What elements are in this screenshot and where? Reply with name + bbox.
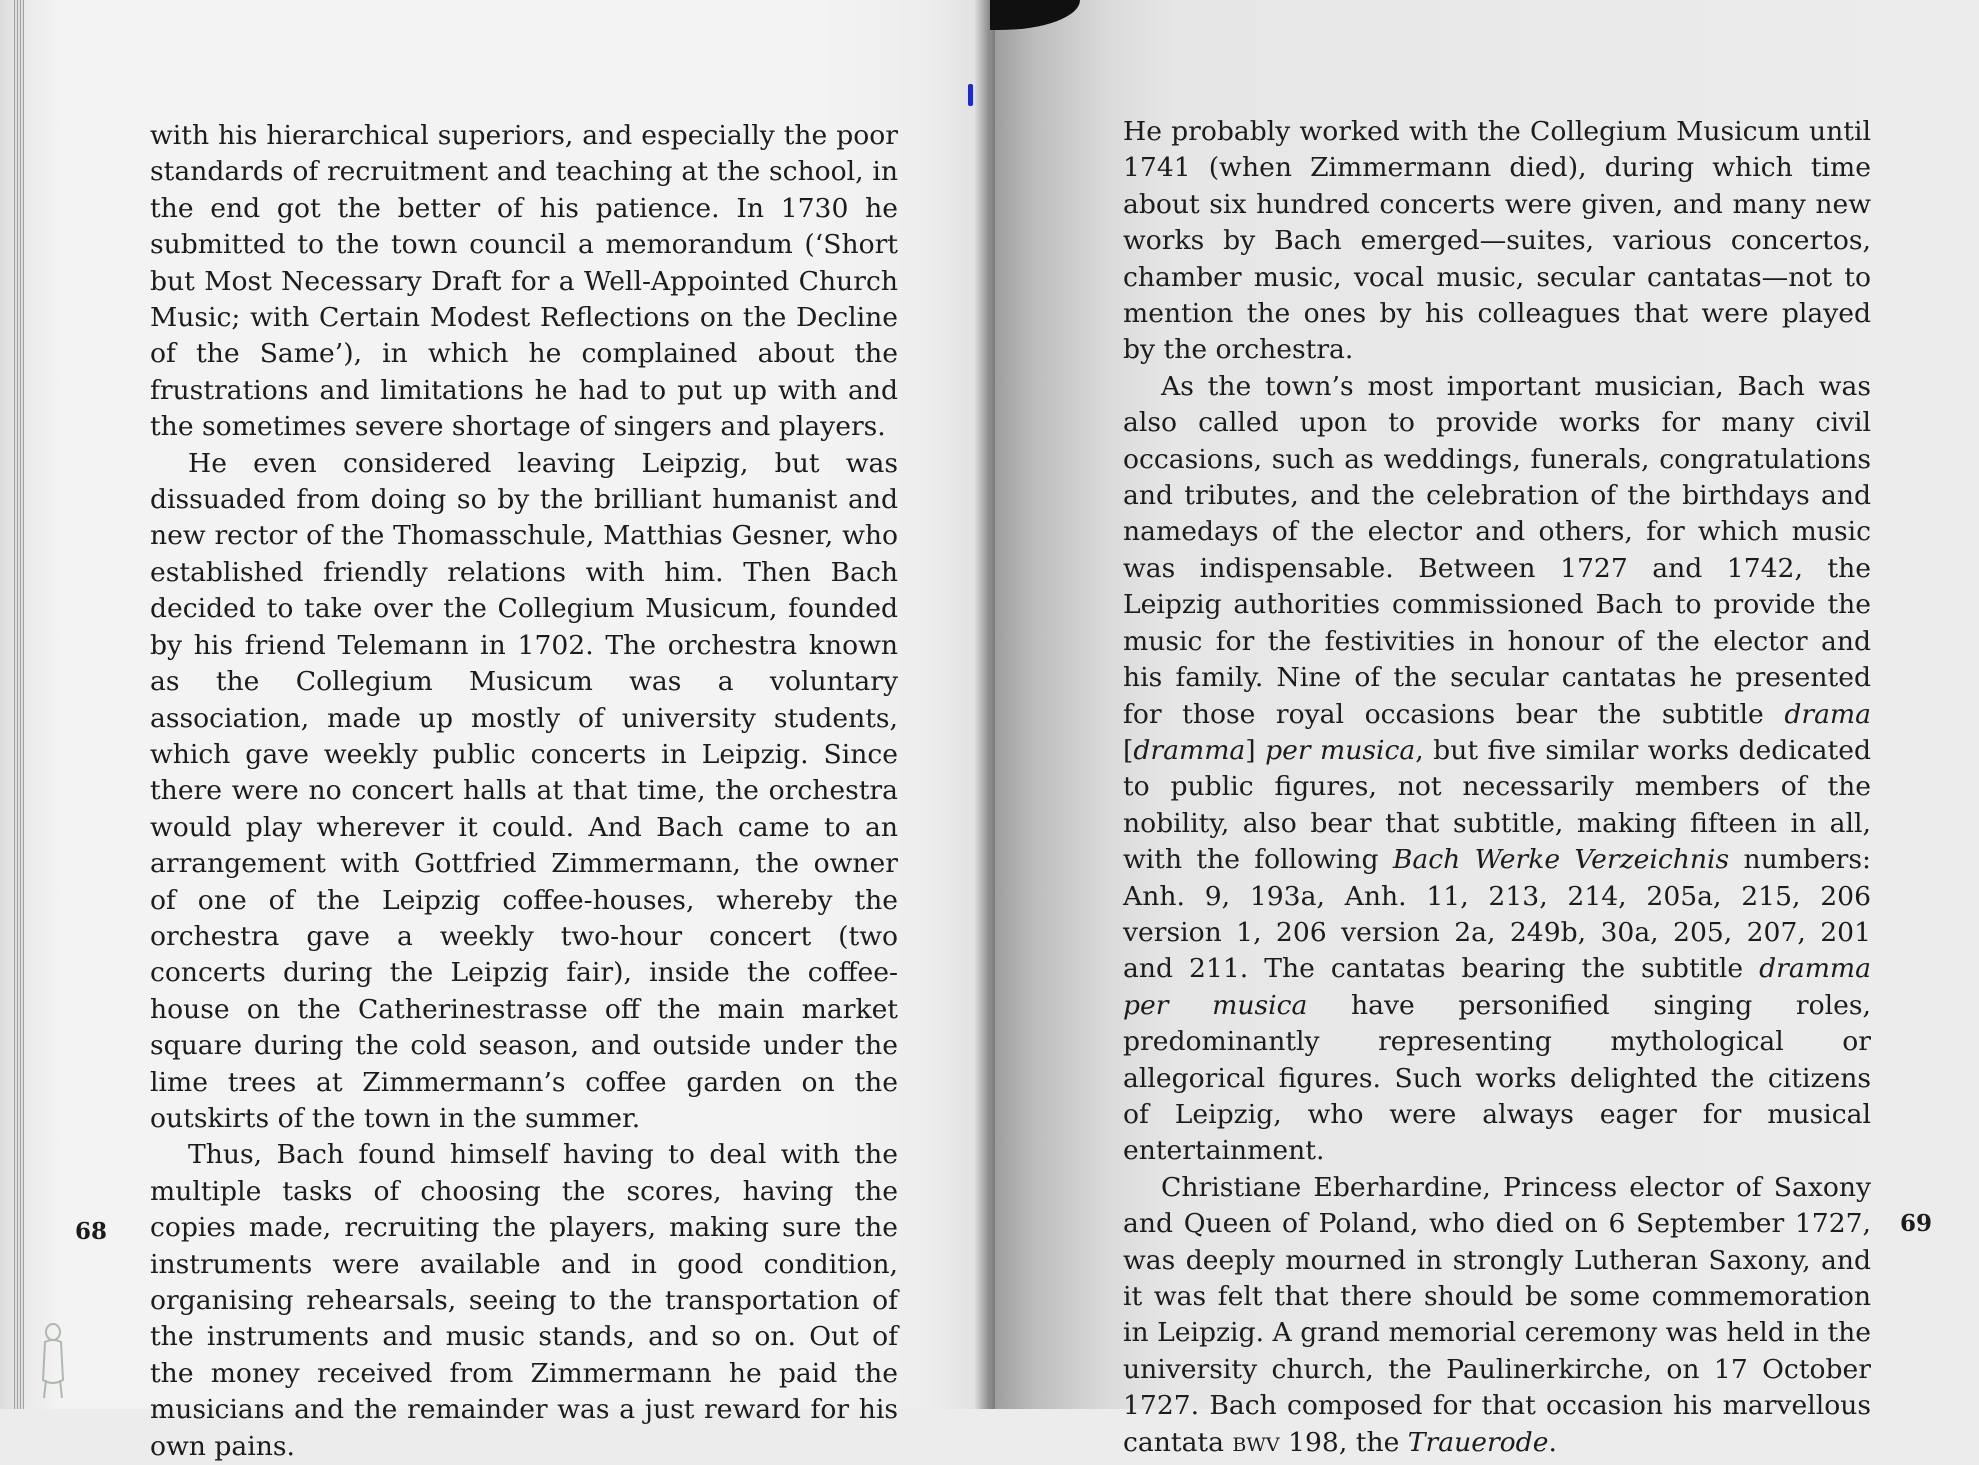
- left-page: [0, 0, 990, 1462]
- text-run: ]: [1245, 734, 1266, 766]
- page-number-right: 69: [1900, 1210, 1933, 1237]
- text-run: 198, the: [1279, 1426, 1408, 1458]
- text-run: Christiane Eberhardine, Princess elector of Saxony and Queen of Poland, who died on 6 September 1727, was deeply mourned in strongly Lutheran Saxony, and it was felt that there should be some commemoration in Leipzig. A grand memorial ceremony was held in the university church, the Paulinerkirche, on 17 October 1727. Bach composed for that occasion his marvellous cantata: [1123, 1171, 1871, 1458]
- text-run: have personified singing roles, predominantly representing mythological or allegorical figures. Such works delighted the citizens of Leipzig, who were always eager for musical entertainment.: [1123, 989, 1871, 1167]
- text-run: , but five similar works dedicated to public figures, not necessarily members of the nobility, also bear that subtitle, making fifteen in all, with the following: [1123, 734, 1871, 876]
- small-caps-run: bwv: [1232, 1426, 1280, 1458]
- italic-run: Bach Werke Verzeichnis: [1392, 844, 1730, 876]
- blue-ink-mark: [968, 84, 973, 106]
- italic-run: drama: [1784, 698, 1871, 730]
- italic-run: per musica: [1265, 734, 1416, 766]
- italic-run: Trauerode: [1407, 1426, 1549, 1458]
- text-run: As the town’s most important musician, Bach was also called upon to provide works for many civil occasions, such as weddings, funerals, congratulations and tributes, and the celebration of the birthdays and namedays of the elector and others, for which music was indispensable. Between 1727 and 1742, the Leipzig authorities commissioned Bach to provide the music for the festivities in honour of the elector and his family. Nine of the secular cantatas he presented for those royal occasions bear the subtitle: [1123, 370, 1871, 730]
- paragraph: [1123, 369, 1871, 1170]
- page-curl-shadow: [990, 0, 1080, 30]
- page-number-left: 68: [75, 1218, 108, 1245]
- right-page-text: [1123, 114, 1871, 1461]
- text-run: numbers: Anh. 9, 193a, Anh. 11, 213, 214, 205a, 215, 206 version 1, 206 version 2a, 249b, 30a, 205, 207, 201 and 211. The cantatas bearing the subtitle: [1123, 844, 1871, 985]
- italic-run: dramma per musica: [1123, 953, 1871, 1021]
- paragraph: He probably worked with the Collegium Musicum until 1741 (when Zimmermann died), during which time about six hundred concerts were given, and many new works by Bach emerged—suites, various concertos, chamber music, vocal music, secular cantatas—not to mention the ones by his colleagues that were played by the orchestra.: [1123, 116, 1871, 366]
- paragraph: [1123, 1170, 1871, 1461]
- paragraph: Thus, Bach found himself having to deal with the multiple tasks of choosing the scores, having the copies made, recruiting the players, making sure the instruments were available and in good condition, organising rehearsals, seeing to the transportation of the instruments and music stands, and so on. Out of the money received from Zimmermann he paid the musicians and the remainder was a just reward for his own pains.: [150, 1139, 898, 1462]
- text-run: [: [1123, 734, 1134, 766]
- page-stack-edge: [14, 0, 24, 1409]
- paragraph: with his hierarchical superiors, and especially the poor standards of recruitment and teaching at the school, in the end got the better of his patience. In 1730 he submitted to the town council a memorandum (‘Short but Most Necessary Draft for a Well-Appointed Church Music; with Certain Modest Reflections on the Decline of the Same’), in which he complained about the frustrations and limitations he had to put up with and the sometimes severe shortage of singers and players.: [150, 120, 898, 443]
- italic-run: dramma: [1133, 734, 1246, 766]
- figurine-icon: [36, 1320, 70, 1400]
- text-run: .: [1548, 1426, 1557, 1458]
- left-page-text: [150, 118, 898, 1465]
- paragraph: He even considered leaving Leipzig, but was dissuaded from doing so by the brilliant humanist and new rector of the Thomasschule, Matthias Gesner, who established friendly relations with him. Then Bach decided to take over the Collegium Musicum, founded by his friend Telemann in 1702. The orchestra known as the Collegium Musicum was a voluntary association, made up mostly of university students, which gave weekly public concerts in Leipzig. Since there were no concert halls at that time, the orchestra would play wherever it could. And Bach came to an arrangement with Gottfried Zimmermann, the owner of one of the Leipzig coffee-houses, whereby the orchestra gave a weekly two-hour concert (two concerts during the Leipzig fair), inside the coffee-house on the Catherinestrasse off the main market square during the cold season, and outside under the lime trees at Zimmermann’s coffee garden on the outskirts of the town in the summer.: [150, 447, 898, 1134]
